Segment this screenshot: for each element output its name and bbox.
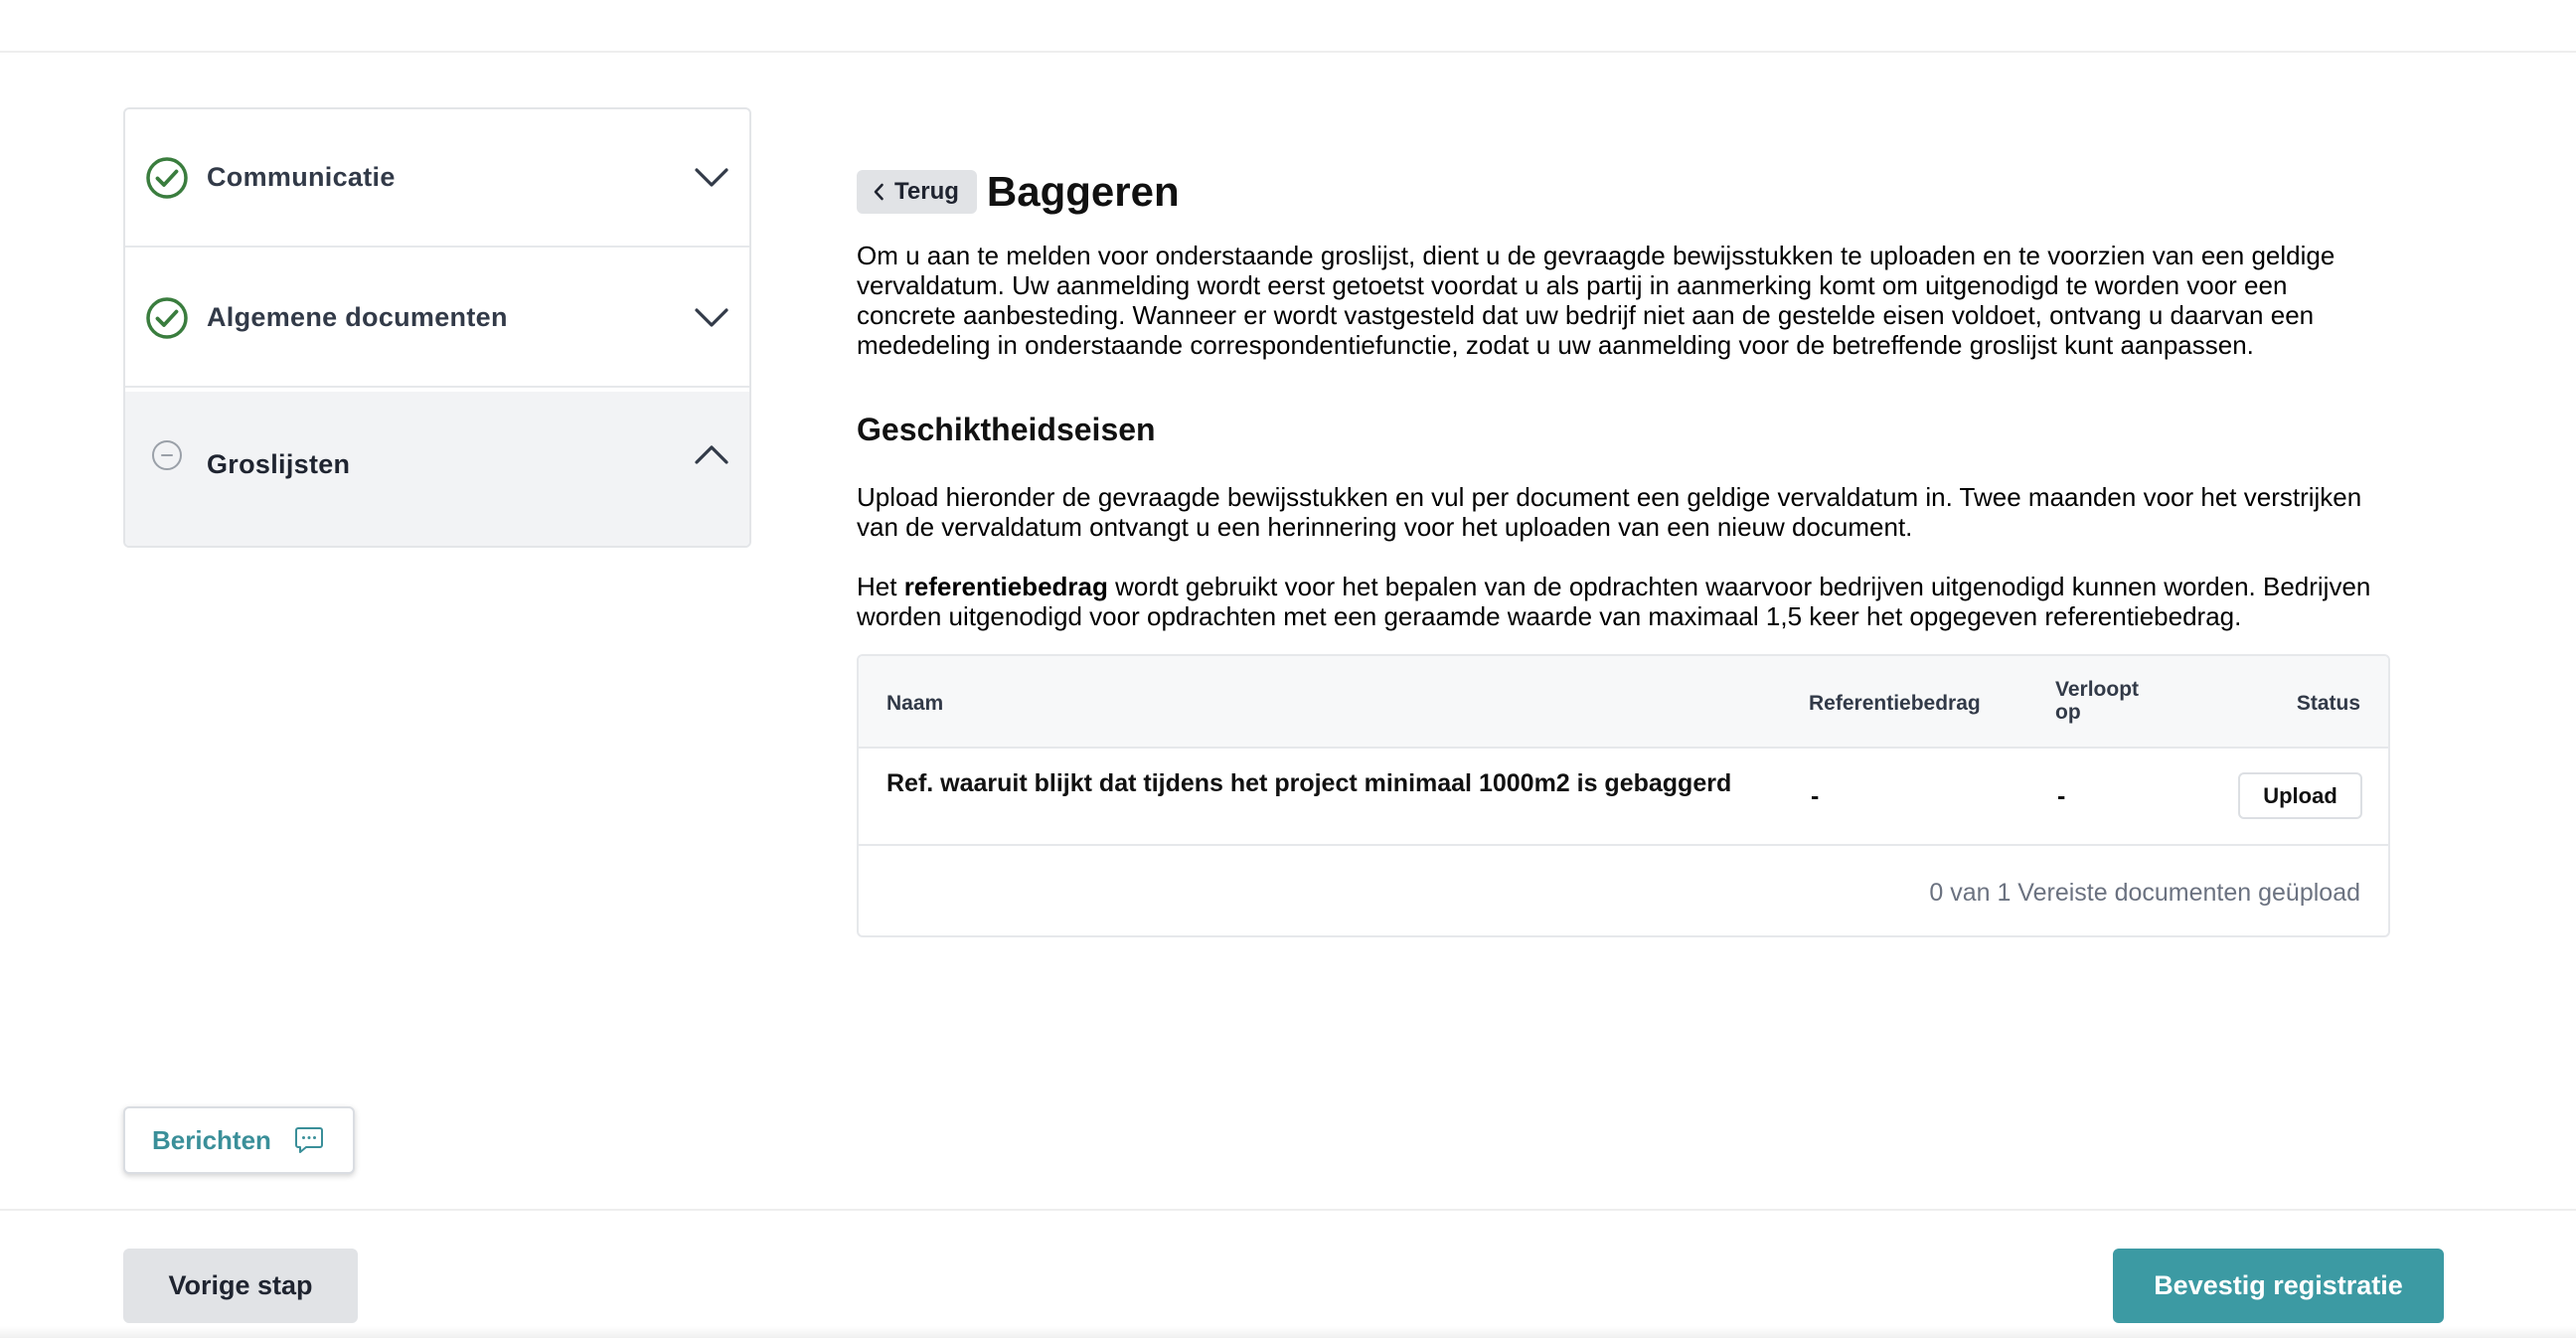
intro-text: Om u aan te melden voor onderstaande groslijst, dient u de gevraagde bewijsstukken te uploaden en te voorzien van een geldige vervaldatum. Uw aanmelding wordt eerst getoetst voordat u als partij in aanmerking komt om uitgenodigd te worden voor een concrete aanbesteding. Wanneer er wordt vastgesteld dat uw bedrijf niet aan de gestelde eisen voldoet, ontvang u daarvan een mededeling in onderstaande correspondentiefunctie, zodat u uw aanmelding voor de betreffende groslijst kunt aanpassen.: [857, 241, 2335, 360]
document-name: Ref. waaruit blijkt dat tijdens het project minimaal 1000m2 is gebaggerd: [886, 769, 1732, 797]
confirm-registration-button[interactable]: Bevestig registratie: [2113, 1249, 2444, 1323]
title-row: [857, 167, 2392, 217]
accordion-item-groslijsten[interactable]: [125, 392, 749, 546]
chevron-down-icon[interactable]: [694, 167, 729, 189]
column-header-status: Status: [2296, 692, 2360, 715]
accordion-label: Algemene documenten: [207, 302, 508, 332]
upload-count: 0 van 1 Vereiste documenten geüpload: [1929, 879, 2360, 907]
chevron-down-icon[interactable]: [694, 307, 729, 329]
section-title: Geschiktheidseisen: [857, 412, 1156, 447]
back-label: Terug: [894, 178, 959, 205]
para-suffix: wordt gebruikt voor het bepalen van de opdrachten waarvoor bedrijven uitgenodigd kunnen worden. Bedrijven worden uitgenodigd voor opdrachten met een geraamde waarde van maximaal 1,5 keer het opgegeven referentiebedrag.: [857, 572, 2371, 631]
accordion-label: Communicatie: [207, 162, 396, 192]
bottom-shadow: [0, 1326, 2576, 1338]
bottom-bar: [0, 1209, 2576, 1338]
minus-circle-icon: [151, 439, 183, 471]
para-prefix: Het: [857, 572, 904, 601]
check-circle-icon: [145, 156, 189, 200]
column-header-referentiebedrag: Referentiebedrag: [1809, 692, 1981, 715]
document-referentiebedrag: -: [1811, 782, 1820, 810]
previous-step-button[interactable]: Vorige stap: [123, 1249, 358, 1323]
main-content: [857, 167, 2392, 631]
chat-bubble-icon: [293, 1124, 325, 1156]
table-header: [859, 656, 2388, 749]
column-header-verloopt-op: Verloopt op: [2055, 678, 2140, 724]
para-bold-term: referentiebedrag: [903, 572, 1108, 601]
documents-table: [857, 654, 2390, 937]
upload-instructions: Upload hieronder de gevraagde bewijsstukken en vul per document een geldige vervaldatum in. Twee maanden voor het verstrijken van de vervaldatum ontvangt u een herinnering voor het uploaden van een nieuw document.: [857, 482, 2362, 542]
document-expiry: -: [2057, 782, 2066, 810]
berichten-button[interactable]: [123, 1106, 355, 1174]
table-row: [859, 749, 2388, 846]
accordion-item-communicatie[interactable]: [125, 109, 749, 248]
accordion-item-algemene-documenten[interactable]: [125, 250, 749, 388]
berichten-label: Berichten: [152, 1124, 271, 1155]
upload-button[interactable]: Upload: [2238, 772, 2362, 819]
chevron-left-icon: [873, 183, 885, 201]
back-button[interactable]: [857, 170, 977, 214]
accordion-label: Groslijsten: [207, 449, 351, 479]
referentiebedrag-explanation: [857, 572, 2377, 631]
step-accordion: [123, 107, 751, 548]
page-title: Baggeren: [986, 168, 1180, 215]
column-header-naam: Naam: [886, 692, 944, 715]
check-circle-icon: [145, 296, 189, 340]
chevron-up-icon[interactable]: [694, 443, 729, 465]
top-bar: [0, 0, 2576, 53]
